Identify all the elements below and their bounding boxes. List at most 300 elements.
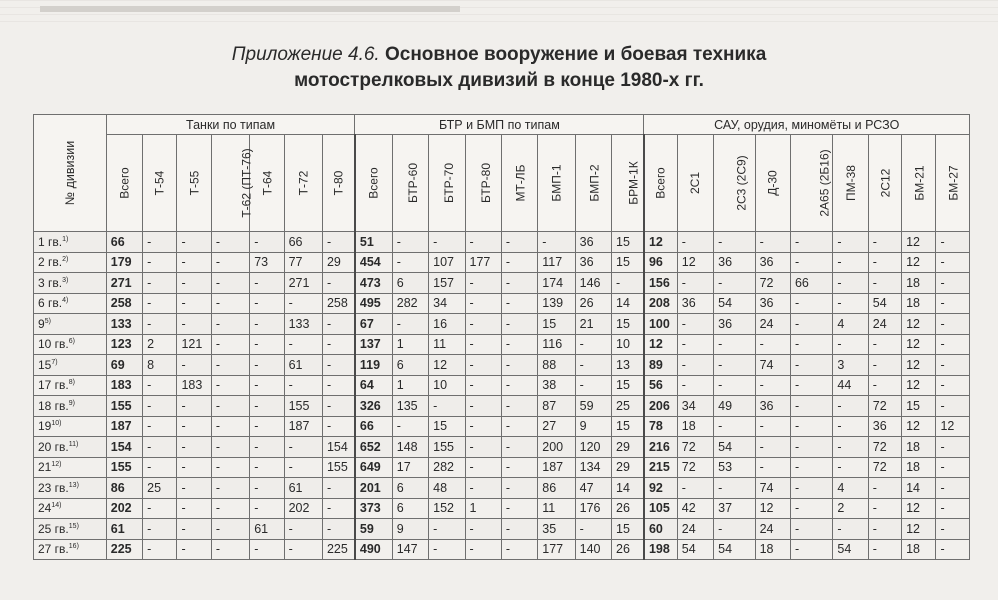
table-cell: -: [429, 396, 465, 417]
column-header-label: Т-55: [187, 170, 202, 196]
table-cell: -: [322, 416, 354, 437]
column-header: [755, 135, 790, 232]
total-cell: 59: [355, 519, 392, 540]
table-cell: -: [211, 539, 249, 560]
table-cell: -: [833, 273, 868, 294]
table-cell: -: [177, 539, 211, 560]
table-cell: -: [936, 519, 970, 540]
table-cell: -: [677, 375, 713, 396]
division-name-cell: [34, 375, 107, 396]
column-header: [355, 135, 392, 232]
footnote-marker: 15): [68, 522, 79, 530]
division-name-cell: [34, 396, 107, 417]
column-header-label: Д-30: [765, 170, 780, 196]
table-cell: 18: [902, 293, 936, 314]
column-header: [177, 135, 211, 232]
total-cell: 67: [355, 314, 392, 335]
table-cell: -: [211, 478, 249, 499]
table-cell: 48: [429, 478, 465, 499]
total-cell: 215: [644, 457, 677, 478]
column-header-label: 2А65 (2Б16): [817, 149, 832, 217]
total-cell: 652: [355, 437, 392, 458]
table-cell: 36: [755, 396, 790, 417]
table-cell: 37: [714, 498, 755, 519]
division-name-cell: [34, 293, 107, 314]
table-cell: -: [714, 519, 755, 540]
table-cell: 34: [677, 396, 713, 417]
table-cell: 54: [714, 539, 755, 560]
total-cell: 89: [644, 355, 677, 376]
table-row: [34, 437, 970, 458]
tanks-group-header: Танки по типам: [106, 115, 355, 135]
table-cell: -: [250, 437, 284, 458]
table-cell: -: [465, 273, 501, 294]
table-cell: -: [868, 252, 901, 273]
table-cell: -: [177, 355, 211, 376]
artillery-group-header: САУ, орудия, миномёты и РСЗО: [644, 115, 970, 135]
table-cell: -: [465, 355, 501, 376]
table-cell: 61: [284, 478, 322, 499]
table-cell: -: [143, 273, 177, 294]
table-cell: 183: [177, 375, 211, 396]
footnote-marker: 7): [51, 358, 58, 366]
column-header: [575, 135, 611, 232]
division-name: 3 гв.: [38, 275, 63, 290]
column-header: [106, 135, 142, 232]
table-cell: -: [936, 273, 970, 294]
table-cell: -: [936, 252, 970, 273]
table-cell: 72: [755, 273, 790, 294]
table-cell: 29: [322, 252, 354, 273]
footnote-marker: 6): [68, 338, 76, 346]
table-row: [34, 314, 970, 335]
table-cell: 18: [902, 273, 936, 294]
table-column-header-row: [34, 135, 970, 232]
total-cell: 60: [644, 519, 677, 540]
table-cell: 26: [575, 293, 611, 314]
table-row: [34, 293, 970, 314]
column-header-label: Всего: [653, 167, 668, 199]
table-cell: 8: [143, 355, 177, 376]
total-cell: 119: [355, 355, 392, 376]
table-cell: -: [501, 375, 537, 396]
footnote-marker: 2): [62, 256, 69, 264]
division-name-cell: [34, 232, 107, 253]
table-cell: -: [465, 334, 501, 355]
table-cell: -: [936, 498, 970, 519]
table-cell: -: [250, 355, 284, 376]
column-header: [143, 135, 177, 232]
table-cell: -: [575, 355, 611, 376]
table-cell: 87: [538, 396, 575, 417]
table-cell: 11: [429, 334, 465, 355]
division-name: 2 гв.: [38, 255, 63, 270]
total-cell: 137: [355, 334, 392, 355]
table-cell: -: [501, 314, 537, 335]
table-cell: -: [322, 232, 354, 253]
table-cell: -: [211, 314, 249, 335]
table-cell: 21: [575, 314, 611, 335]
table-cell: -: [501, 396, 537, 417]
table-cell: 147: [392, 539, 428, 560]
table-cell: -: [575, 375, 611, 396]
total-cell: 495: [355, 293, 392, 314]
table-cell: 15: [429, 416, 465, 437]
footnote-marker: 16): [68, 543, 79, 551]
table-cell: 135: [392, 396, 428, 417]
table-cell: 36: [755, 293, 790, 314]
division-name-cell: [34, 334, 107, 355]
table-cell: 36: [868, 416, 901, 437]
table-cell: 1: [392, 375, 428, 396]
table-cell: -: [465, 539, 501, 560]
footnote-marker: 14): [51, 502, 62, 510]
division-name-cell: [34, 437, 107, 458]
table-cell: 187: [284, 416, 322, 437]
table-cell: -: [250, 457, 284, 478]
table-cell: -: [177, 273, 211, 294]
table-cell: 157: [429, 273, 465, 294]
table-cell: 10: [612, 334, 644, 355]
table-cell: 66: [284, 232, 322, 253]
table-cell: -: [392, 314, 428, 335]
table-cell: -: [250, 314, 284, 335]
table-cell: 72: [868, 437, 901, 458]
total-cell: 64: [355, 375, 392, 396]
table-cell: -: [250, 478, 284, 499]
footnote-marker: 4): [62, 297, 69, 305]
table-cell: 116: [538, 334, 575, 355]
table-cell: -: [790, 457, 832, 478]
division-name-cell: [34, 273, 107, 294]
table-cell: 26: [612, 539, 644, 560]
table-cell: 12: [936, 416, 970, 437]
total-cell: 51: [355, 232, 392, 253]
table-cell: -: [501, 334, 537, 355]
table-cell: 12: [755, 498, 790, 519]
table-cell: 176: [575, 498, 611, 519]
table-cell: -: [322, 478, 354, 499]
table-cell: -: [284, 519, 322, 540]
division-name: 19: [38, 419, 52, 434]
column-header: [465, 135, 501, 232]
table-cell: -: [833, 334, 868, 355]
total-cell: 202: [106, 498, 142, 519]
column-header: [714, 135, 755, 232]
table-group-header-row: [34, 115, 970, 135]
total-cell: 12: [644, 232, 677, 253]
table-cell: -: [322, 314, 354, 335]
table-cell: -: [211, 375, 249, 396]
footnote-marker: 5): [44, 317, 51, 325]
division-name: 20 гв.: [38, 439, 69, 454]
column-header: [902, 135, 936, 232]
table-cell: 18: [902, 539, 936, 560]
table-row: [34, 457, 970, 478]
table-cell: 59: [575, 396, 611, 417]
table-cell: -: [790, 498, 832, 519]
table-cell: -: [284, 334, 322, 355]
table-cell: -: [177, 498, 211, 519]
table-cell: -: [284, 437, 322, 458]
table-cell: -: [465, 437, 501, 458]
total-cell: 96: [644, 252, 677, 273]
total-cell: 56: [644, 375, 677, 396]
table-cell: 24: [755, 519, 790, 540]
total-cell: 155: [106, 457, 142, 478]
table-cell: -: [501, 232, 537, 253]
title-line-1: [0, 42, 998, 68]
table-cell: -: [501, 498, 537, 519]
table-cell: -: [755, 375, 790, 396]
table-cell: 155: [284, 396, 322, 417]
total-cell: 183: [106, 375, 142, 396]
table-cell: -: [936, 314, 970, 335]
table-cell: -: [790, 539, 832, 560]
division-name: 24: [38, 501, 52, 516]
column-header-label: 2С12: [877, 168, 892, 198]
total-cell: 473: [355, 273, 392, 294]
table-cell: -: [143, 396, 177, 417]
table-cell: 117: [538, 252, 575, 273]
table-cell: -: [868, 355, 901, 376]
column-header-label: Т-72: [296, 170, 311, 196]
table-cell: -: [790, 355, 832, 376]
table-cell: 4: [833, 478, 868, 499]
table-cell: 14: [902, 478, 936, 499]
total-cell: 373: [355, 498, 392, 519]
table-cell: -: [790, 437, 832, 458]
table-cell: 24: [677, 519, 713, 540]
table-cell: 12: [902, 334, 936, 355]
table-cell: 29: [612, 457, 644, 478]
table-cell: 17: [392, 457, 428, 478]
table-cell: -: [465, 375, 501, 396]
table-row: [34, 273, 970, 294]
table-cell: -: [501, 478, 537, 499]
armament-table-container: [33, 114, 970, 574]
table-row: [34, 416, 970, 437]
division-name-cell: [34, 498, 107, 519]
table-cell: 12: [902, 375, 936, 396]
column-header-label: Всего: [366, 167, 381, 199]
table-cell: -: [936, 457, 970, 478]
table-cell: 14: [612, 293, 644, 314]
table-cell: -: [755, 334, 790, 355]
table-cell: -: [755, 437, 790, 458]
column-header: [936, 135, 970, 232]
table-cell: 16: [429, 314, 465, 335]
column-header: [833, 135, 868, 232]
table-cell: -: [284, 539, 322, 560]
table-cell: -: [465, 314, 501, 335]
table-cell: -: [465, 519, 501, 540]
table-cell: 72: [677, 457, 713, 478]
table-cell: -: [833, 252, 868, 273]
table-cell: 121: [177, 334, 211, 355]
table-cell: -: [755, 416, 790, 437]
table-cell: -: [143, 375, 177, 396]
table-row: [34, 355, 970, 376]
table-cell: 12: [902, 498, 936, 519]
table-cell: -: [177, 519, 211, 540]
table-cell: 154: [322, 437, 354, 458]
table-cell: 24: [755, 314, 790, 335]
table-cell: -: [714, 232, 755, 253]
title-line-2: [0, 68, 998, 94]
table-cell: 25: [612, 396, 644, 417]
table-cell: 74: [755, 355, 790, 376]
table-cell: -: [501, 416, 537, 437]
table-cell: -: [833, 293, 868, 314]
table-cell: 74: [755, 478, 790, 499]
table-cell: 6: [392, 355, 428, 376]
apc-ifv-group-header: БТР и БМП по типам: [355, 115, 644, 135]
table-cell: -: [790, 416, 832, 437]
table-cell: 177: [538, 539, 575, 560]
table-cell: -: [250, 498, 284, 519]
table-cell: -: [284, 375, 322, 396]
previous-page-text-line: [40, 6, 460, 12]
division-column-header-label: № дивизии: [62, 140, 77, 206]
table-cell: 77: [284, 252, 322, 273]
table-cell: -: [790, 252, 832, 273]
total-cell: 155: [106, 396, 142, 417]
table-cell: -: [211, 416, 249, 437]
table-cell: 88: [538, 355, 575, 376]
table-cell: 36: [575, 252, 611, 273]
table-cell: -: [465, 457, 501, 478]
table-cell: 174: [538, 273, 575, 294]
previous-page-strip: [0, 0, 998, 28]
table-cell: -: [714, 273, 755, 294]
table-cell: 36: [714, 314, 755, 335]
column-header: [211, 135, 254, 232]
table-cell: -: [250, 334, 284, 355]
total-cell: 271: [106, 273, 142, 294]
table-cell: 72: [868, 457, 901, 478]
division-name-cell: [34, 457, 107, 478]
table-cell: 15: [612, 375, 644, 396]
table-cell: -: [790, 396, 832, 417]
table-cell: -: [612, 273, 644, 294]
table-cell: -: [429, 232, 465, 253]
table-cell: -: [936, 293, 970, 314]
column-header: [868, 135, 901, 232]
table-cell: 15: [612, 416, 644, 437]
table-cell: -: [833, 519, 868, 540]
table-cell: 134: [575, 457, 611, 478]
table-cell: -: [211, 519, 249, 540]
table-cell: 225: [322, 539, 354, 560]
total-cell: 179: [106, 252, 142, 273]
division-name: 27 гв.: [38, 542, 69, 557]
title-line1-bold: Основное вооружение и боевая техника: [384, 44, 767, 65]
table-cell: 18: [902, 437, 936, 458]
table-cell: -: [677, 334, 713, 355]
table-cell: 53: [714, 457, 755, 478]
table-row: [34, 232, 970, 253]
division-name: 9: [38, 316, 45, 331]
total-cell: 156: [644, 273, 677, 294]
table-cell: 72: [868, 396, 901, 417]
table-cell: -: [868, 478, 901, 499]
table-row: [34, 539, 970, 560]
table-cell: -: [143, 519, 177, 540]
table-cell: -: [322, 396, 354, 417]
table-cell: -: [833, 232, 868, 253]
table-cell: -: [465, 232, 501, 253]
table-cell: 258: [322, 293, 354, 314]
table-cell: -: [143, 437, 177, 458]
column-header-label: Т-54: [152, 170, 167, 196]
table-cell: -: [284, 457, 322, 478]
table-cell: 6: [392, 498, 428, 519]
table-cell: -: [501, 539, 537, 560]
table-cell: -: [501, 437, 537, 458]
table-cell: 26: [612, 498, 644, 519]
table-cell: 200: [538, 437, 575, 458]
table-cell: 54: [868, 293, 901, 314]
table-cell: -: [143, 293, 177, 314]
table-cell: 18: [677, 416, 713, 437]
total-cell: 187: [106, 416, 142, 437]
table-cell: 72: [677, 437, 713, 458]
table-cell: -: [392, 232, 428, 253]
table-cell: 9: [575, 416, 611, 437]
total-cell: 61: [106, 519, 142, 540]
table-cell: 36: [575, 232, 611, 253]
table-cell: -: [177, 416, 211, 437]
table-cell: 9: [392, 519, 428, 540]
total-cell: 66: [106, 232, 142, 253]
table-cell: 13: [612, 355, 644, 376]
table-cell: -: [177, 314, 211, 335]
table-cell: 12: [677, 252, 713, 273]
table-cell: 133: [284, 314, 322, 335]
table-cell: -: [501, 293, 537, 314]
division-name: 17 гв.: [38, 378, 69, 393]
column-header: [429, 135, 465, 232]
table-cell: 36: [714, 252, 755, 273]
total-cell: 154: [106, 437, 142, 458]
table-cell: 18: [902, 457, 936, 478]
table-cell: -: [790, 375, 832, 396]
column-header-label: МТ-ЛБ: [513, 164, 528, 202]
table-cell: -: [177, 457, 211, 478]
table-cell: -: [790, 232, 832, 253]
table-cell: 12: [902, 232, 936, 253]
table-cell: -: [392, 252, 428, 273]
table-cell: 54: [714, 437, 755, 458]
table-cell: -: [143, 539, 177, 560]
table-cell: 34: [429, 293, 465, 314]
table-cell: -: [868, 232, 901, 253]
column-header: [392, 135, 428, 232]
table-cell: -: [211, 498, 249, 519]
table-cell: 86: [538, 478, 575, 499]
table-cell: 148: [392, 437, 428, 458]
column-header: [501, 135, 537, 232]
table-cell: -: [936, 232, 970, 253]
table-cell: 15: [612, 232, 644, 253]
total-cell: 92: [644, 478, 677, 499]
column-header-label: 2С3 (2С9): [734, 155, 749, 211]
column-header-label: БМ-27: [947, 165, 962, 201]
table-cell: 15: [612, 314, 644, 335]
table-cell: -: [143, 252, 177, 273]
table-cell: 146: [575, 273, 611, 294]
